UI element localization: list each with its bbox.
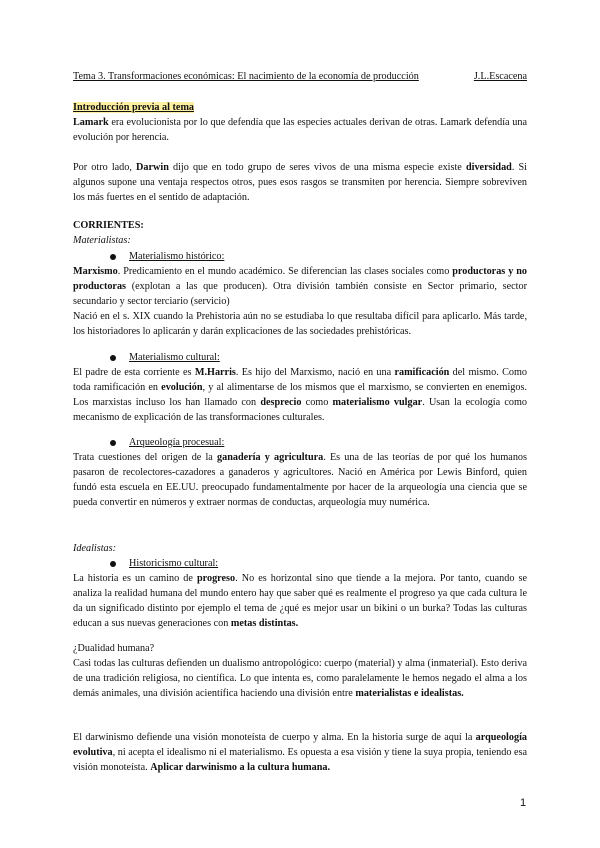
materialismo-historico-section <box>73 249 527 339</box>
idealistas-label: Idealistas: <box>73 543 117 554</box>
materialistas-label: Materialistas: <box>73 235 131 246</box>
bullet-materialismo-historico: Materialismo histórico: <box>73 249 527 264</box>
materialismo-cultural-text: El padre de esta corriente es M.Harris. Es hijo del Marxismo, nació en una ramificación del mismo. Como toda ramificación en evolución, y al alimentarse de los mismos que el marxismo, se convierten en enemigos. Los marxistas incluso los han llamado con desprecio como materialismo vulgar. Usan la ecología como mecanismo de explicación de las transformaciones culturales. <box>73 367 527 423</box>
header-author: J.L.Escacena <box>473 71 527 82</box>
darwinismo-section <box>73 730 527 775</box>
bullet-historicismo-cultural: Historicismo cultural: <box>73 556 527 571</box>
page-header <box>73 70 527 84</box>
intro-paragraph-1: Lamark era evolucionista por lo que defendía que las especies actuales derivan de otras. Lamark defendía una evolución por herencia. <box>73 117 527 143</box>
arqueologia-procesual-section <box>73 435 527 510</box>
materialismo-cultural-section <box>73 350 527 425</box>
corrientes-heading-block <box>73 218 527 248</box>
arqueologia-procesual-text: Trata cuestiones del origen de la ganadería y agricultura. Es una de las teorías de por qué los humanos pasaron de recolectores-cazadores a ganaderos y agricultores. Nació en América por Lewis Binford, quien fundó esta escuela en EE.UU. preocupado fundamentalmente por hacer de la arqueología una ciencia que se pueda convertir en números y extraer normas de conductas, arqueología muy numérica. <box>73 452 527 508</box>
idealistas-section <box>73 541 527 631</box>
intro-section <box>73 100 527 145</box>
dualidad-section <box>73 641 527 701</box>
page-number: 1 <box>520 797 527 809</box>
bullet-arqueologia-procesual: Arqueología procesual: <box>73 435 527 450</box>
darwinismo-text: El darwinismo defiende una visión monoteísta de cuerpo y alma. En la historia surge de aquí la arqueología evolutiva, ni acepta el idealismo ni el materialismo. Es opuesta a esa visión y tiene la suya propia, teniendo esa visión monoteísta. Aplicar darwinismo a la cultura humana. <box>73 732 527 773</box>
corrientes-title: CORRIENTES: <box>73 220 144 231</box>
dualidad-text: Casi todas las culturas defienden un dualismo antropológico: cuerpo (material) y alma (inmaterial). Esto deriva de una tradición religiosa, no científica. Lo que intenta es, como paralelamente le hemos negado el alma a los demás animales, una división acientífica haciendo una división entre materialistas e idealistas. <box>73 658 527 699</box>
intro-paragraph-2: Por otro lado, Darwin dijo que en todo grupo de seres vivos de una misma especie existe diversidad. Si algunos supone una ventaja respectos otros, pues esos rasgos se transmiten por herencia. Siempre sobreviven los más fuertes en el sentido de adaptación. <box>73 162 527 203</box>
dualidad-question: ¿Dualidad humana? <box>73 643 155 654</box>
bullet-materialismo-cultural: Materialismo cultural: <box>73 350 527 365</box>
materialismo-historico-text: Marxismo. Predicamiento en el mundo académico. Se diferencian las clases sociales como productoras y no productoras (explotan a las que producen). Otra división también consiste en Sector primario, sector secundario y sector terciario (servicio) <box>73 266 527 307</box>
header-topic: Tema 3. Transformaciones económicas: El nacimiento de la economía de producción <box>73 71 419 82</box>
materialismo-historico-text-2: Nació en el s. XIX cuando la Prehistoria aún no se estudiaba lo que resultaba difícil para aplicarlo. Más tarde, los historiadores lo aplicarán y darán explicaciones de las sociedades prehistóricas. <box>73 311 527 337</box>
intro-title: Introducción previa al tema <box>73 102 195 113</box>
historicismo-cultural-text: La historia es un camino de progreso. No es horizontal sino que tiende a la mejora. Por tanto, cuando se analiza la realidad humana del mundo entero hay que saber qué es realmente el progreso ya que cada cultura le da un significado distinto por ejemplo el tema de ¿qué es mejor usar un bikini o un burka? Todas las culturas educan a sus nuevas generaciones con metas distintas. <box>73 573 527 629</box>
